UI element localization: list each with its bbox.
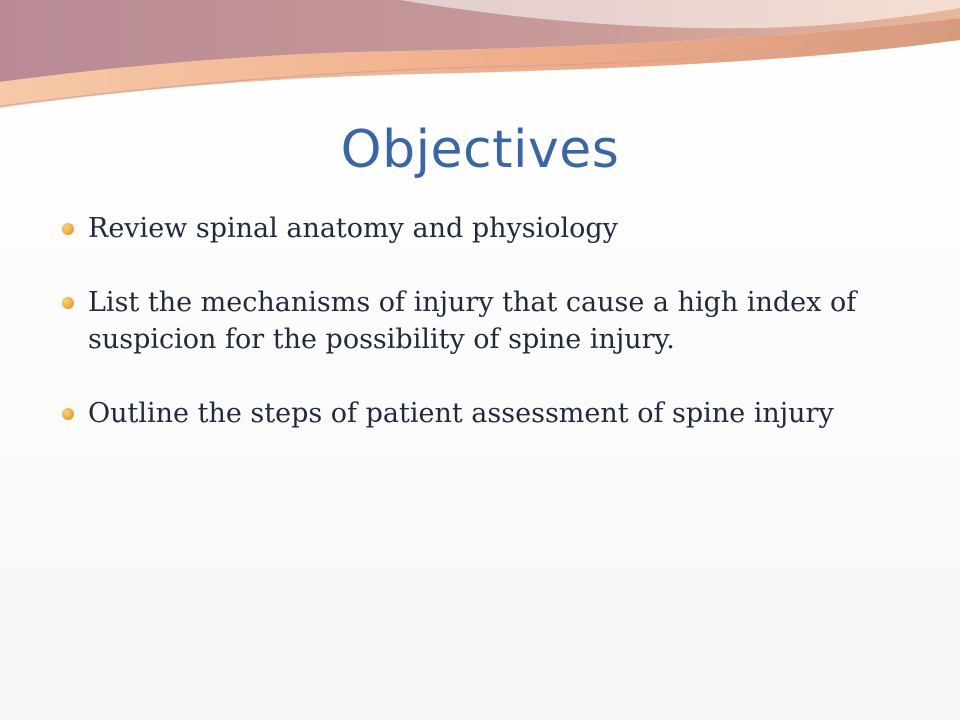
bullet-list: [60, 210, 910, 469]
bullet-text: Outline the steps of patient assessment of spine injury: [88, 398, 834, 429]
orange-bullet-dot-icon: [62, 408, 74, 420]
bullet-text: List the mechanisms of injury that cause a high index of suspicion for the possibility of spine injury.: [88, 287, 857, 355]
bullet-text: Review spinal anatomy and physiology: [88, 213, 618, 244]
bullet-item: [60, 210, 910, 247]
bullet-item: [60, 284, 910, 358]
slide-title: Objectives: [340, 120, 620, 180]
decorative-swoosh-header: [0, 0, 960, 120]
orange-bullet-dot-icon: [62, 223, 74, 235]
orange-bullet-dot-icon: [62, 297, 74, 309]
bullet-item: [60, 395, 910, 432]
